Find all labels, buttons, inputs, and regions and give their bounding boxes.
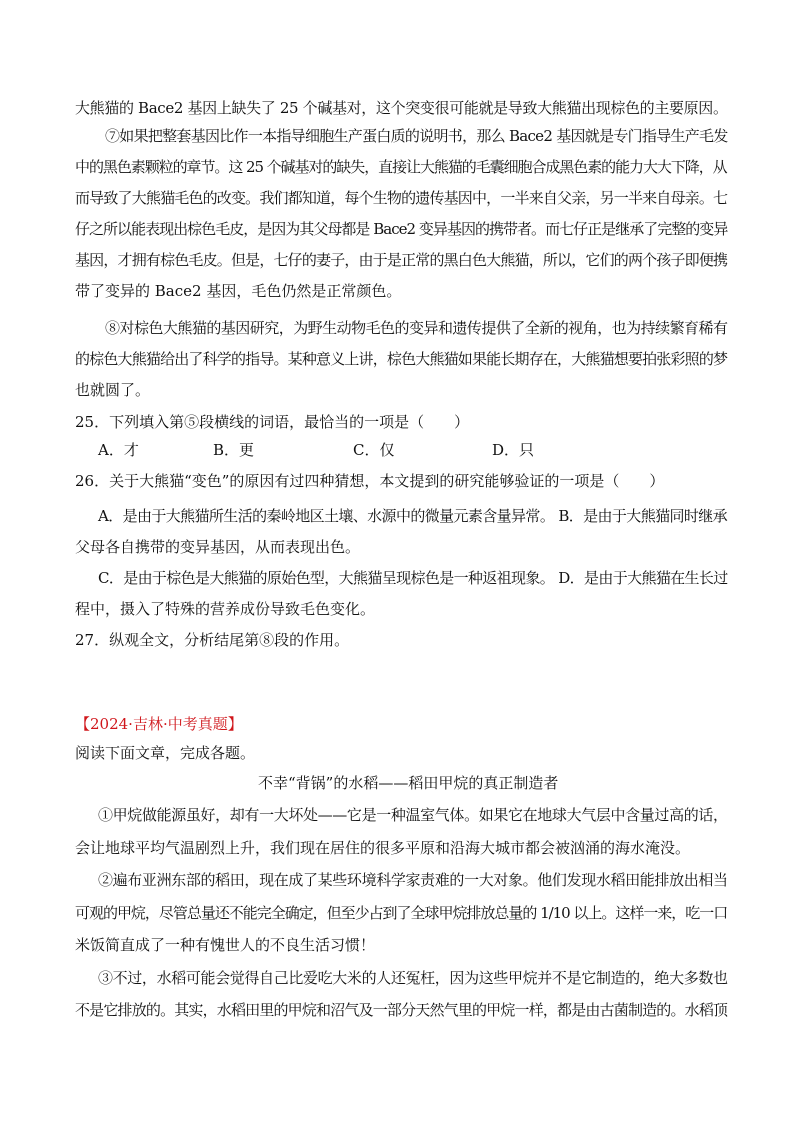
question-25-stem: 25．下列填入第⑤段横线的词语，最恰当的一项是（ ） bbox=[75, 413, 470, 431]
paragraph-7-line: 仔之所以能表现出棕色毛皮，是因为其父母都是 Bace2 变异基因的携带者。而七仔正是继承了完整的变异 bbox=[75, 220, 728, 238]
article-paragraph-3-line: 不是它排放的。其实，水稻田里的甲烷和沼气及一部分天然气里的甲烷一样，都是由古菌制造的。水稻顶 bbox=[75, 1001, 728, 1019]
question-25-option-b: B．更 bbox=[213, 441, 255, 459]
paragraph-8-line: 也就圆了。 bbox=[75, 381, 151, 399]
article-paragraph-3-line: ③不过，水稻可能会觉得自己比爱吃大米的人还冤枉，因为这些甲烷并不是它制造的，绝大多数也 bbox=[98, 969, 728, 987]
article-paragraph-2-line: 米饭简直成了一种有愧世人的不良生活习惯！ bbox=[75, 936, 376, 954]
paragraph-8-line: 的棕色大熊猫给出了科学的指导。某种意义上讲，棕色大熊猫如果能长期存在，大熊猫想要拍张彩照的梦 bbox=[75, 350, 728, 368]
question-25-option-d: D．只 bbox=[492, 441, 535, 459]
question-26-option-line: C．是由于棕色是大熊猫的原始色型，大熊猫呈现棕色是一种返祖现象。 D．是由于大熊猫在生长过 bbox=[98, 569, 728, 587]
question-26-option-line: A．是由于大熊猫所生活的秦岭地区土壤、水源中的微量元素含量异常。 B．是由于大熊猫同时继承 bbox=[98, 507, 728, 525]
exam-source-tag: 【2024·吉林·中考真题】 bbox=[75, 715, 243, 733]
question-26-option-line: 父母各自携带的变异基因，从而表现出色。 bbox=[75, 538, 361, 556]
paragraph-7-line: ⑦如果把整套基因比作一本指导细胞生产蛋白质的说明书，那么 Bace2 基因就是专门指导生产毛发 bbox=[105, 127, 728, 145]
paragraph-7-line: 基因，才拥有棕色毛皮。但是，七仔的妻子，由于是正常的黑白色大熊猫，所以，它们的两个孩子即便携 bbox=[75, 251, 728, 269]
passage-intro-line: 大熊猫的 Bace2 基因上缺失了 25 个碱基对，这个突变很可能就是导致大熊猫出现棕色的主要原因。 bbox=[75, 99, 728, 117]
question-27-stem: 27．纵观全文，分析结尾第⑧段的作用。 bbox=[75, 631, 350, 649]
reading-instruction: 阅读下面文章，完成各题。 bbox=[75, 744, 256, 762]
paragraph-8-line: ⑧对棕色大熊猫的基因研究，为野生动物毛色的变异和遗传提供了全新的视角，也为持续繁育稀有 bbox=[105, 319, 728, 337]
paragraph-7-line: 中的黑色素颗粒的章节。这 25 个碱基对的缺失，直接让大熊猫的毛囊细胞合成黑色素的能力大大下降，从 bbox=[75, 158, 727, 176]
article-paragraph-1-line: ①甲烷做能源虽好，却有一大坏处——它是一种温室气体。如果它在地球大气层中含量过高的话， bbox=[98, 806, 728, 824]
question-25-option-a: A．才 bbox=[98, 441, 139, 459]
article-title: 不幸“背锅”的水稻——稻田甲烷的真正制造者 bbox=[258, 774, 559, 792]
paragraph-7-line: 带了变异的 Bace2 基因，毛色仍然是正常颜色。 bbox=[75, 282, 402, 300]
paragraph-7-line: 而导致了大熊猫毛色的改变。我们都知道，每个生物的遗传基因中，一半来自父亲，另一半来自母亲。七 bbox=[75, 189, 728, 207]
article-paragraph-1-line: 会让地球平均气温剧烈上升，我们现在居住的很多平原和沿海大城市都会被汹涌的海水淹没。 bbox=[75, 839, 691, 857]
question-25-option-c: C．仅 bbox=[353, 441, 395, 459]
article-paragraph-2-line: 可观的甲烷，尽管总量还不能完全确定，但至少占到了全球甲烷排放总量的 1/10 以上。这样一来，吃一口 bbox=[75, 904, 728, 922]
article-paragraph-2-line: ②遍布亚洲东部的稻田，现在成了某些环境科学家责难的一大对象。他们发现水稻田能排放出相当 bbox=[98, 871, 728, 889]
question-26-stem: 26．关于大熊猫“变色”的原因有过四种猜想，本文提到的研究能够验证的一项是（ ） bbox=[75, 472, 665, 490]
question-26-option-line: 程中，摄入了特殊的营养成份导致毛色变化。 bbox=[75, 600, 376, 618]
